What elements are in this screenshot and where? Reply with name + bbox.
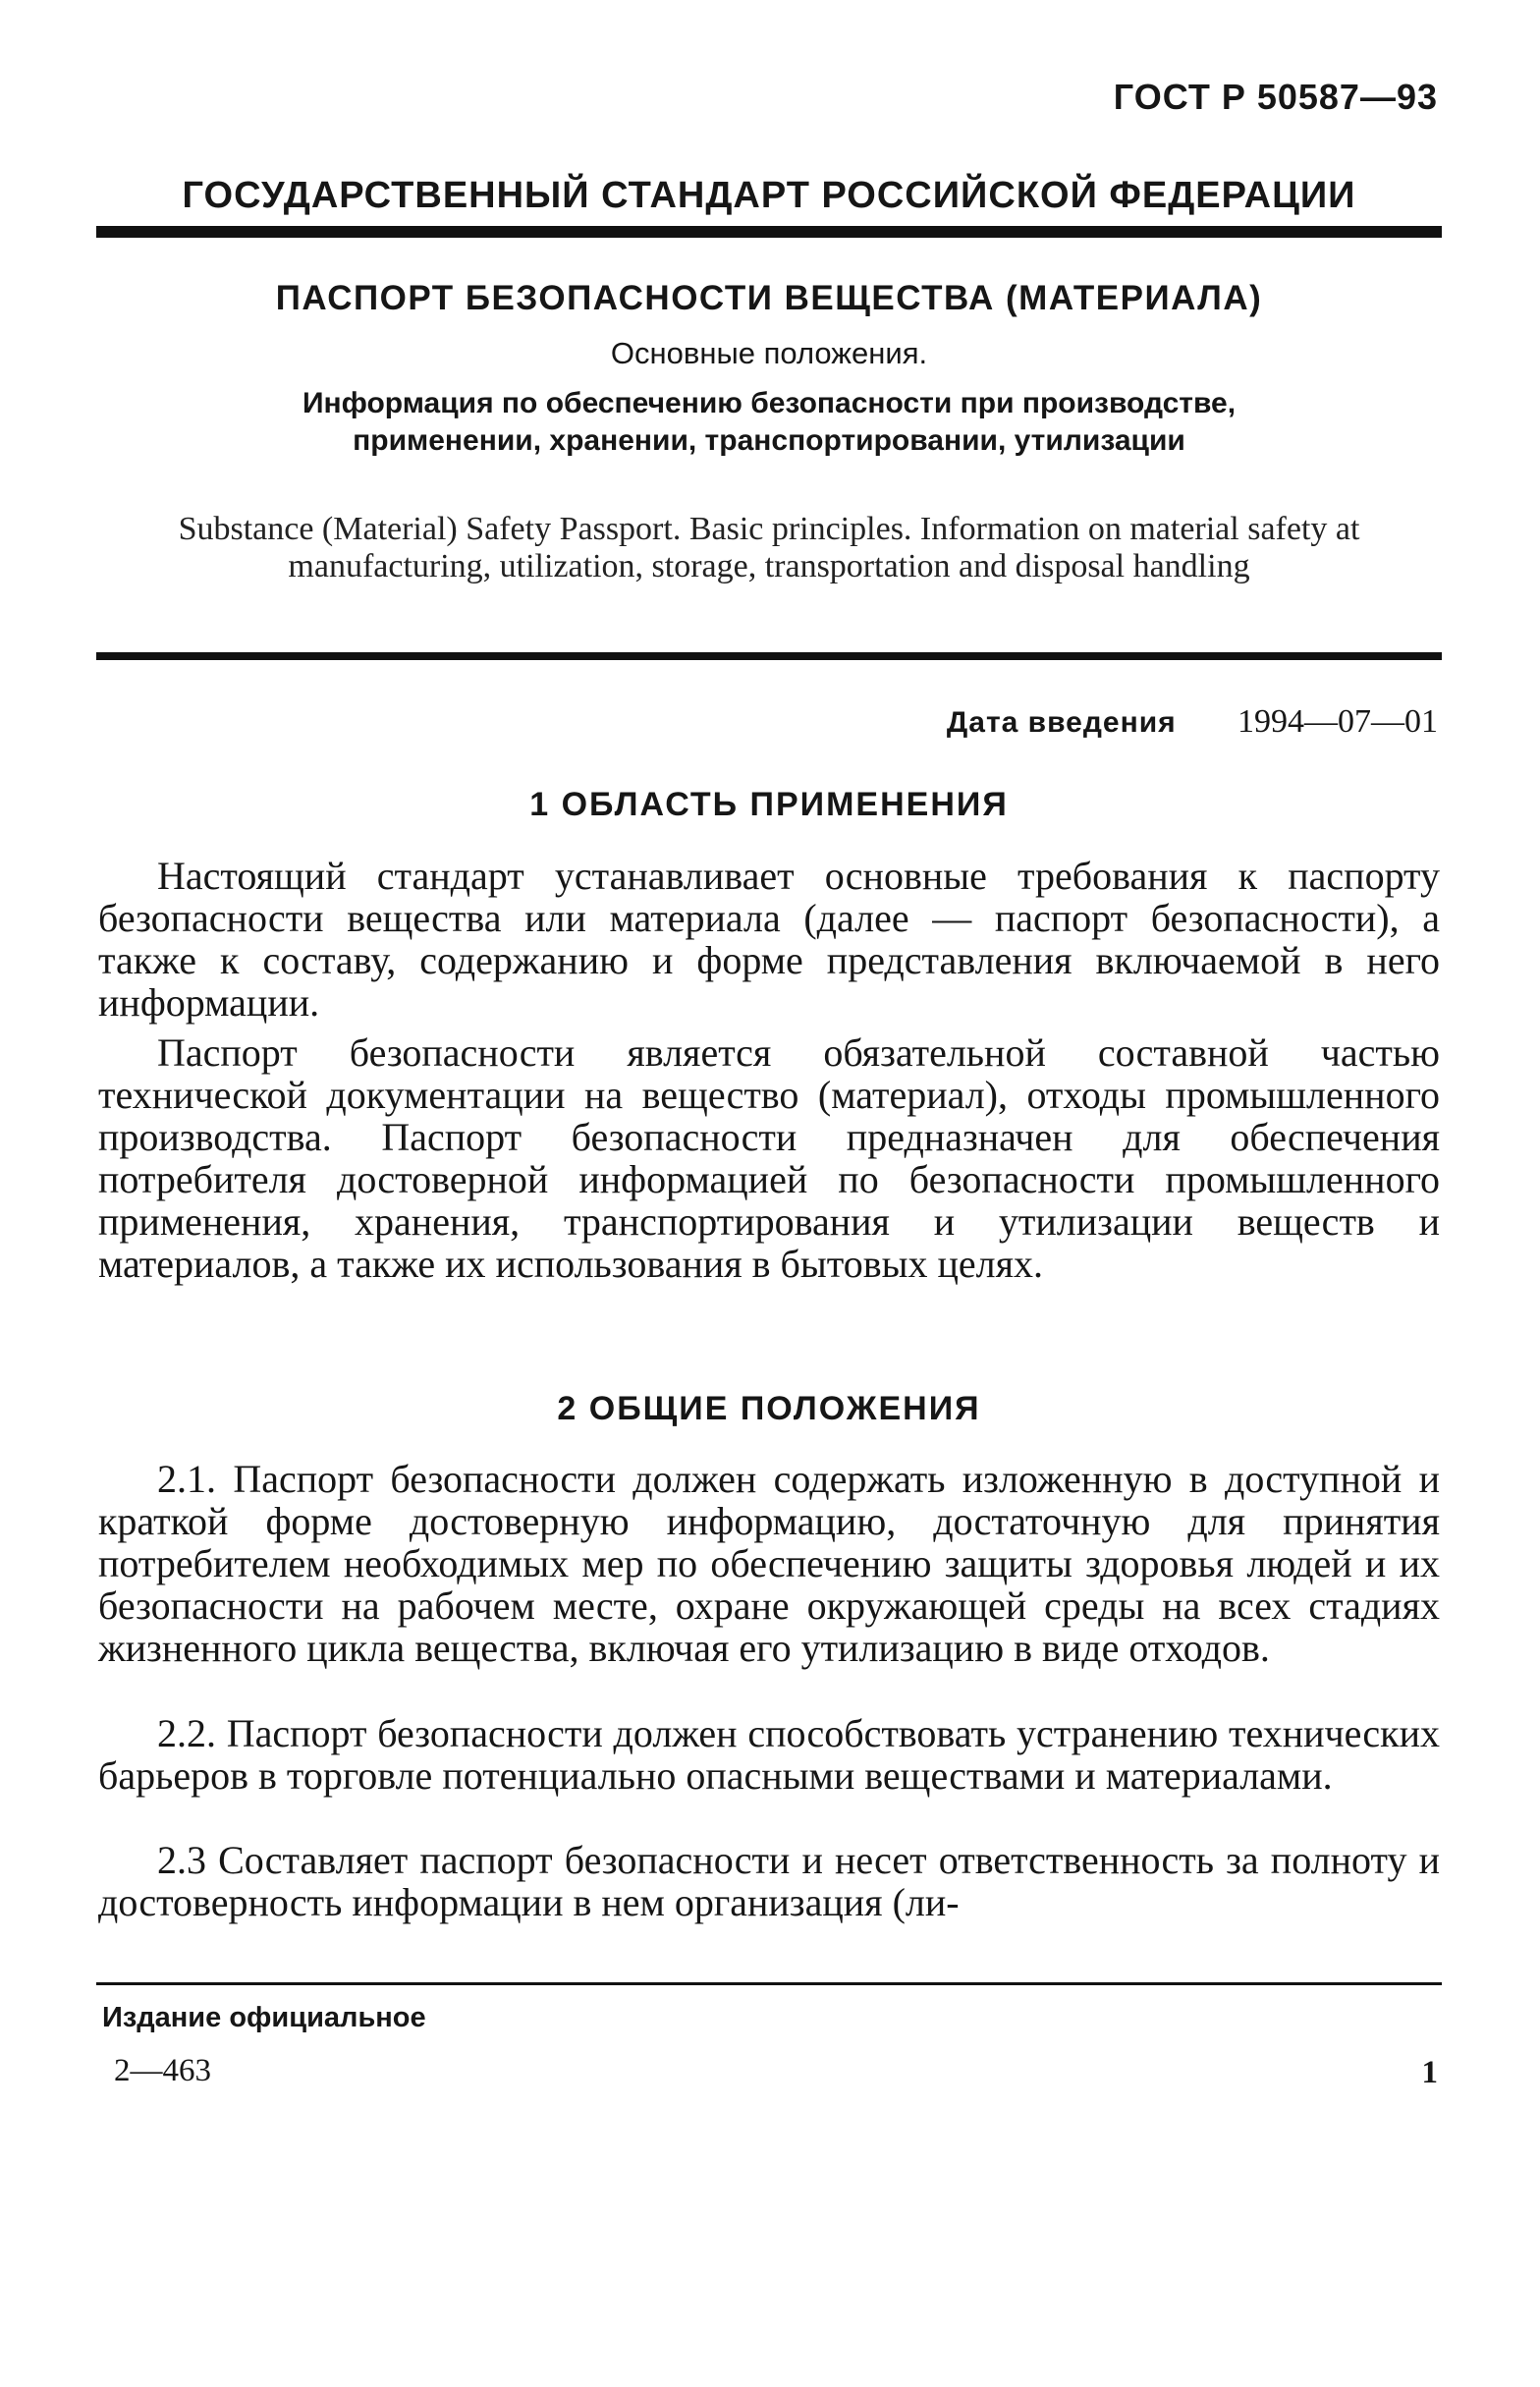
edition-label: Издание официальное [102,2002,426,2033]
english-title: Substance (Material) Safety Passport. Basic principles. Information on material safety at manufacturing, utilization, storage, transportation and disposal handling [178,511,1360,584]
clause-2-3 [98,1839,1440,1923]
introduction-date-value: 1994—07—01 [1238,703,1438,740]
title-rule [96,652,1442,660]
header-rule [96,226,1442,238]
section-1-paragraph-1 [98,855,1440,1024]
order-number: 2—463 [114,2053,211,2088]
section-1-heading: 1 ОБЛАСТЬ ПРИМЕНЕНИЯ [529,786,1009,823]
document-info-subtitle: Информация по обеспечению безопасности при производстве, применении, хранении, транспортировании, утилизации [302,387,1237,457]
section-1-paragraph-2 [98,1031,1440,1285]
document-code: ГОСТ Р 50587—93 [1113,77,1438,117]
standard-title: ГОСУДАРСТВЕННЫЙ СТАНДАРТ РОССИЙСКОЙ ФЕДЕРАЦИИ [182,175,1356,216]
footer-rule [96,1982,1442,1985]
clause-2-2 [98,1712,1440,1797]
introduction-date [947,703,1438,741]
paragraph-text: 2.1. Паспорт безопасности должен содержать изложенную в доступной и краткой форме достоверную информацию, достаточную для принятия потребителем необходимых мер по обеспечению защиты здоровья людей и их безопасности на рабочем месте, охране окружающей среды на всех стадиях жизненного цикла вещества, включая его утилизацию в виде отходов. [98,1457,1440,1670]
document-title: ПАСПОРТ БЕЗОПАСНОСТИ ВЕЩЕСТВА (МАТЕРИАЛА) [275,279,1263,317]
section-2-heading: 2 ОБЩИЕ ПОЛОЖЕНИЯ [557,1390,981,1427]
introduction-date-label: Дата введения [946,706,1177,739]
paragraph-text: Настоящий стандарт устанавливает основные требования к паспорту безопасности вещества или материала (далее — паспорт безопасности), а также к составу, содержанию и форме представления включаемой в него информации. [98,854,1440,1025]
page-number: 1 [1421,2055,1438,2090]
paragraph-text: 2.2. Паспорт безопасности должен способствовать устранению технических барьеров в торговле потенциально опасными веществами и материалами. [98,1711,1440,1798]
paragraph-text: Паспорт безопасности является обязательной составной частью технической документации на вещество (материал), отходы промышленного производства. Паспорт безопасности предназначен для обеспечения потребителя достоверной информацией по безопасности промышленного применения, хранения, транспортирования и утилизации веществ и материалов, а также их использования в бытовых целях. [98,1030,1440,1286]
paragraph-text: 2.3 Составляет паспорт безопасности и несет ответственность за полноту и достоверность информации в нем организация (ли- [98,1838,1440,1924]
document-subtitle: Основные положения. [610,336,928,370]
clause-2-1 [98,1458,1440,1669]
